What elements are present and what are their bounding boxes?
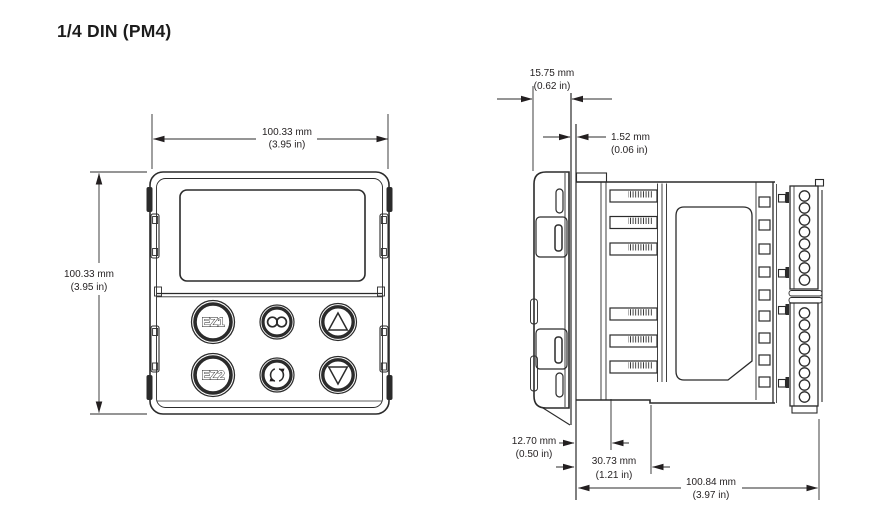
dim-label: 1.52 mm (611, 132, 650, 143)
side-view (531, 93, 824, 500)
side-tab (378, 287, 385, 296)
advance-button (260, 358, 294, 392)
clip-slot (556, 189, 563, 213)
terminal-screw-flags (779, 192, 790, 388)
mounting-clip (147, 375, 153, 400)
clip-offset-dimension (512, 399, 629, 460)
dim-label: 100.84 mm (685, 477, 737, 488)
dim-label: (0.50 in) (515, 449, 553, 460)
dim-label: (0.06 in) (611, 145, 648, 156)
terminal-block-bottom (790, 303, 818, 406)
chassis-wall-lines (658, 184, 667, 383)
side-bezel-clips (531, 189, 568, 397)
wire-clamp-column (756, 182, 777, 403)
bottom-bracket (792, 406, 817, 413)
dim-label: 100.33 mm (63, 269, 115, 280)
label-plate (676, 207, 752, 380)
dim-label: 15.75 mm (529, 68, 575, 79)
cycle-arrows-icon (271, 369, 284, 381)
ez1-button-label: EZ1 (201, 314, 225, 330)
panel-thickness-dimension (543, 132, 650, 156)
drawing-title: 1/4 DIN (PM4) (57, 21, 172, 41)
dim-label: (3.95 in) (268, 139, 306, 151)
bezel-depth-dimension (497, 68, 612, 171)
keypad (192, 301, 357, 397)
dim-label: (0.62 in) (533, 81, 571, 92)
terminal-block-gap (789, 291, 822, 304)
up-arrow-button (320, 304, 357, 341)
front-view (147, 172, 393, 414)
side-tab (155, 287, 162, 296)
case-top-step (577, 173, 607, 182)
dim-label: (3.97 in) (692, 490, 730, 501)
front-height-dimension (64, 172, 147, 414)
infinity-button (260, 305, 294, 339)
front-width-dimension (152, 114, 388, 169)
bezel-bottom-taper (543, 408, 570, 425)
ez2-button (192, 354, 235, 397)
mounting-clip (387, 375, 393, 400)
dim-label: (3.95 in) (70, 282, 108, 293)
up-triangle-icon (329, 313, 348, 330)
mounting-clip (147, 187, 153, 212)
terminal-block-top (790, 186, 818, 289)
dim-label: 100.33 mm (261, 127, 313, 138)
display-window (180, 190, 365, 281)
down-triangle-icon (329, 367, 348, 384)
case-bottom-edge (576, 400, 775, 403)
side-bezel-outline (534, 172, 569, 408)
mounting-clip (387, 187, 393, 212)
ez1-button (192, 301, 235, 344)
dim-label: (1.21 in) (595, 470, 633, 481)
infinity-icon (268, 317, 287, 327)
dimensions (64, 68, 819, 501)
down-arrow-button (320, 357, 357, 394)
vent-slots (610, 190, 657, 373)
ez2-button-label: EZ2 (201, 367, 225, 383)
dim-label: 30.73 mm (591, 456, 637, 467)
clip-slot (556, 373, 563, 397)
dim-label: 12.70 mm (511, 436, 557, 447)
